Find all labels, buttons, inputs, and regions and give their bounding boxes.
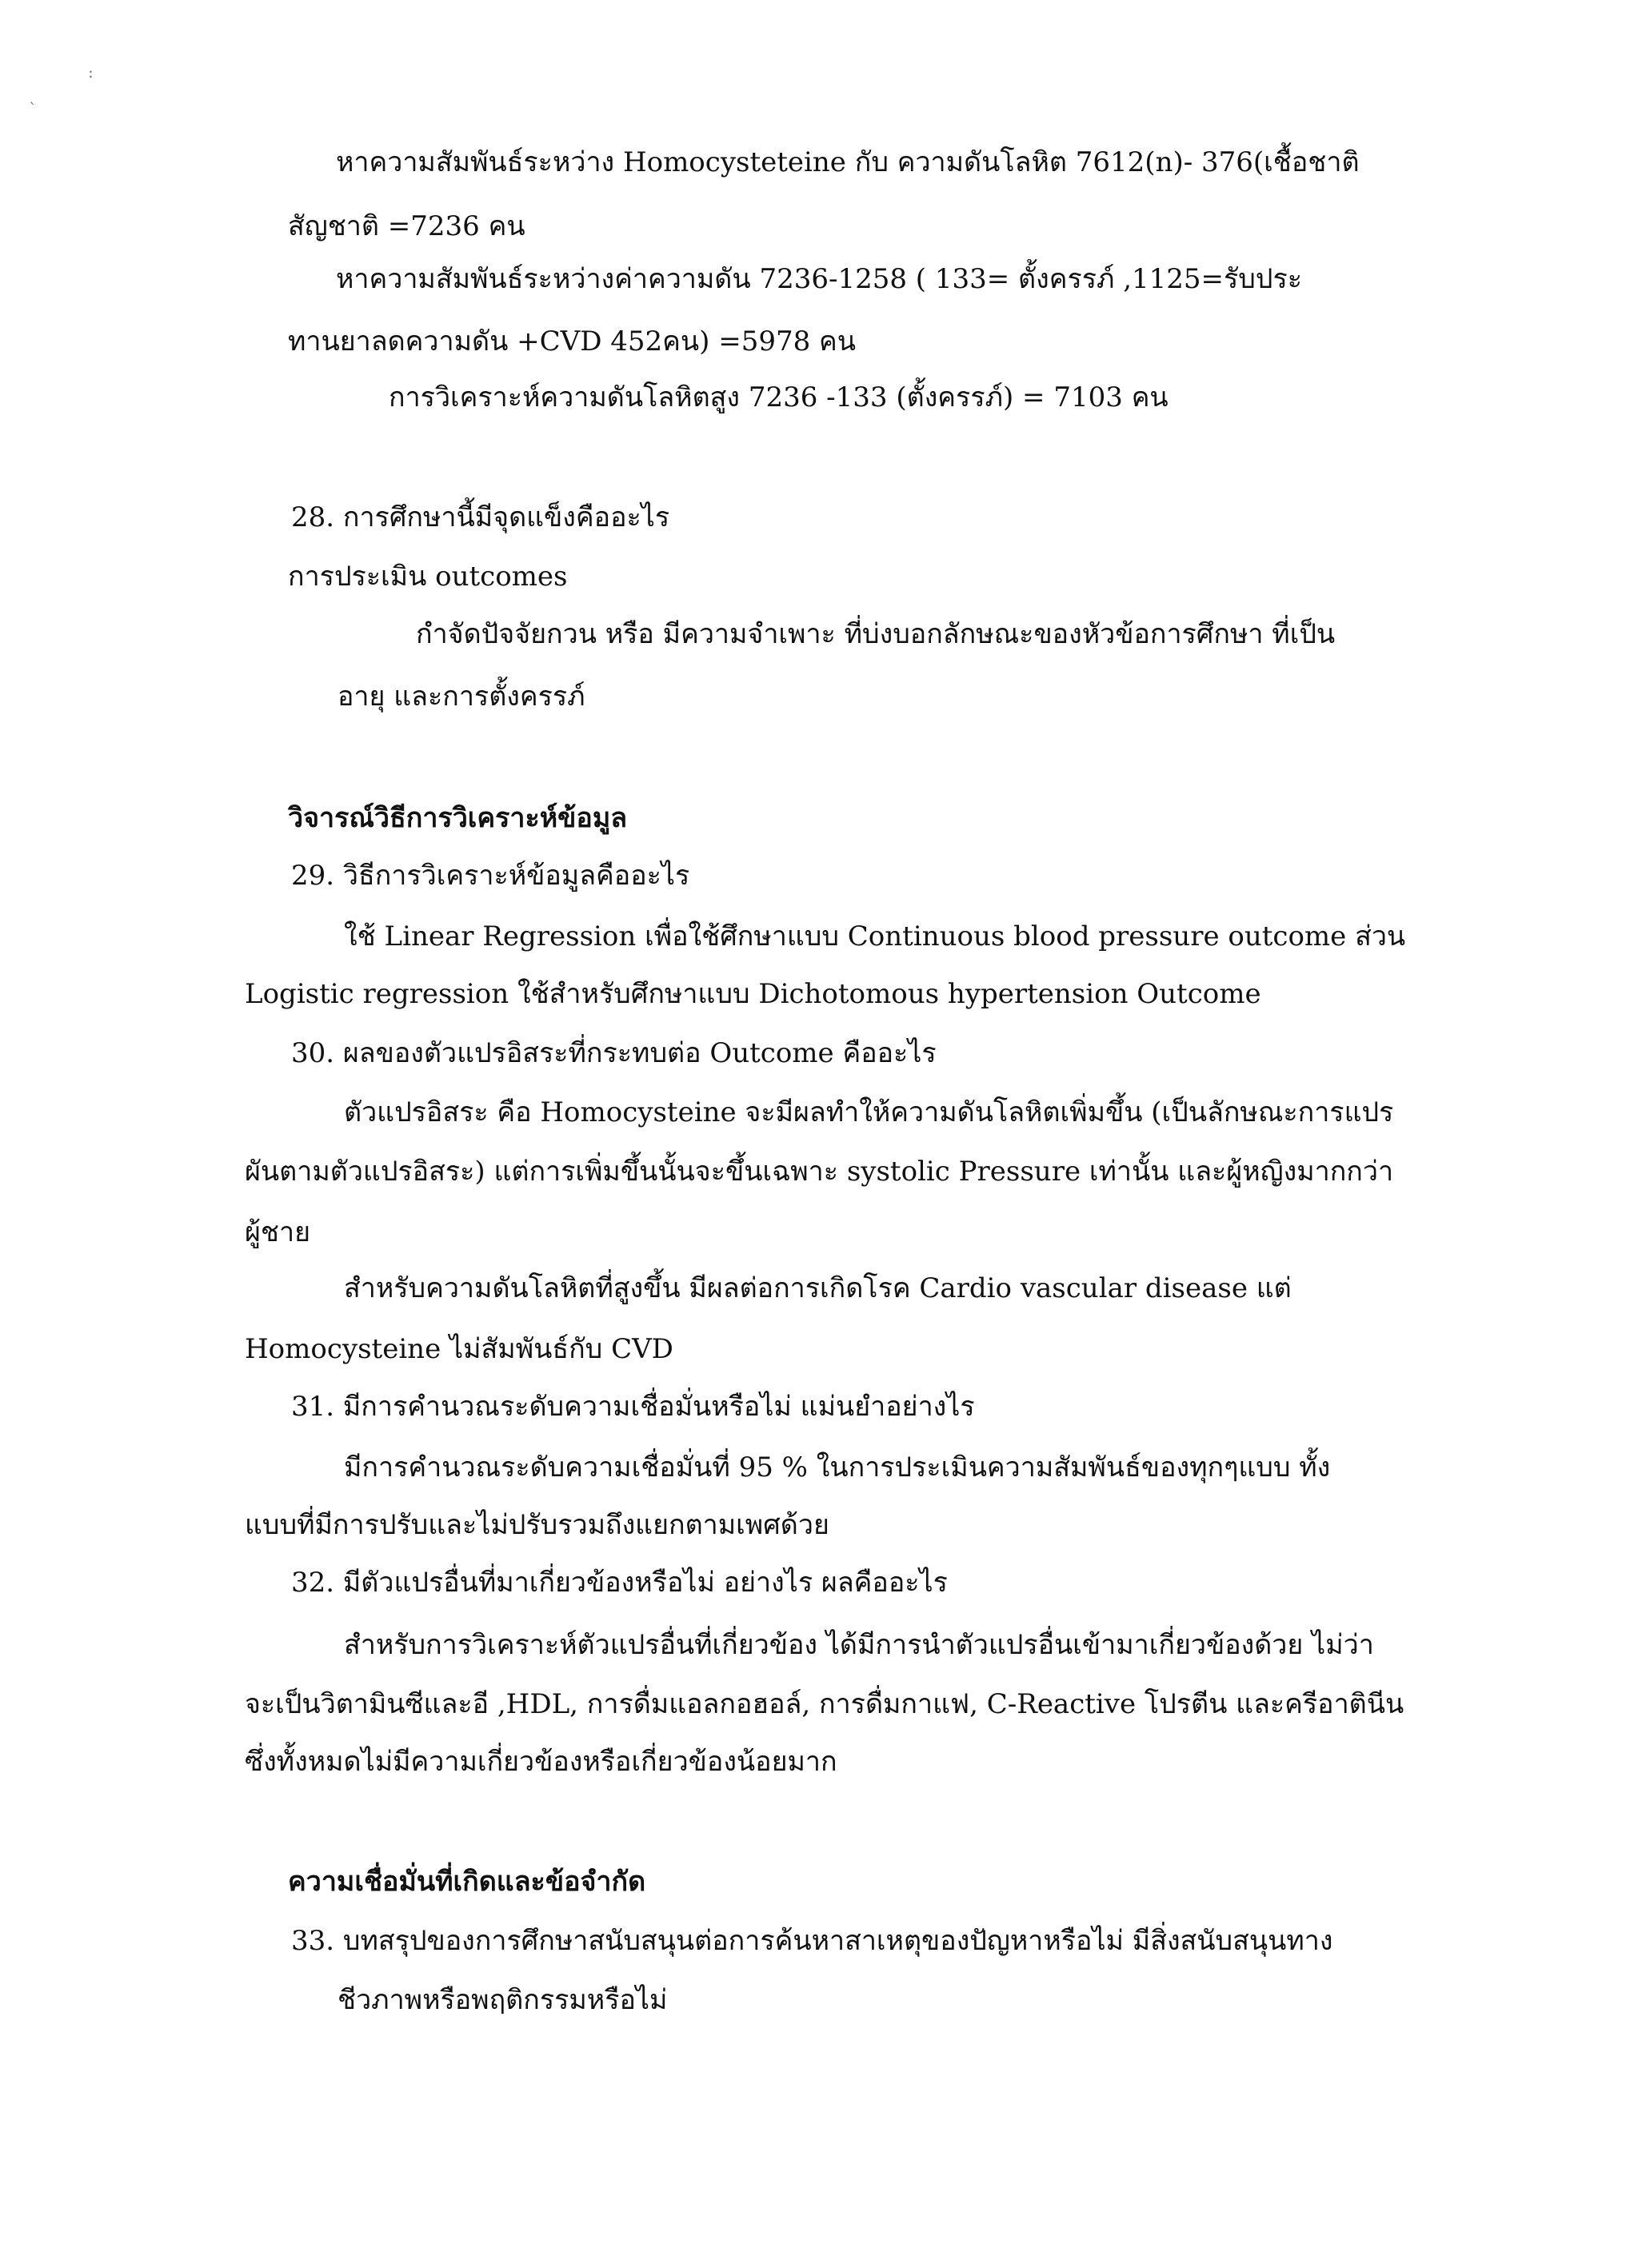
- question-33: 33. บทสรุปของการศึกษาสนับสนุนต่อการค้นหาสาเหตุของปัญหาหรือไม่ มีสิ่งสนับสนุนทาง: [291, 1925, 1333, 1957]
- body-line: ทานยาลดความดัน +CVD 452คน) =5978 คน: [288, 325, 857, 357]
- question-29: 29. วิธีการวิเคราะห์ข้อมูลคืออะไร: [291, 860, 690, 892]
- body-line: หาความสัมพันธ์ระหว่าง Homocysteteine กับ ความดันโลหิต 7612(n)- 376(เชื้อชาติ: [336, 146, 1360, 178]
- section-heading: วิจารณ์วิธีการวิเคราะห์ข้อมูล: [288, 802, 628, 834]
- answer-line: มีการคำนวณระดับความเชื่อมั่นที่ 95 % ในการประเมินความสัมพันธ์ของทุกๆแบบ ทั้ง: [344, 1451, 1331, 1483]
- body-line: การวิเคราะห์ความดันโลหิตสูง 7236 -133 (ตั้งครรภ์) = 7103 คน: [389, 381, 1169, 413]
- question-28: 28. การศึกษานี้มีจุดแข็งคืออะไร: [291, 501, 670, 533]
- answer-line: ผันตามตัวแปรอิสระ) แต่การเพิ่มขึ้นนั้นจะขึ้นเฉพาะ systolic Pressure เท่านั้น และผู้หญิงมากกว่า: [245, 1156, 1394, 1188]
- answer-line: Logistic regression ใช้สำหรับศึกษาแบบ Dichotomous hypertension Outcome: [245, 978, 1261, 1010]
- answer-line: ซึ่งทั้งหมดไม่มีความเกี่ยวข้องหรือเกี่ยวข้องน้อยมาก: [245, 1746, 837, 1778]
- answer-line: ใช้ Linear Regression เพื่อใช้ศึกษาแบบ Continuous blood pressure outcome ส่วน: [344, 920, 1406, 952]
- section-heading: ความเชื่อมั่นที่เกิดและข้อจำกัด: [288, 1866, 646, 1898]
- answer-line: สำหรับการวิเคราะห์ตัวแปรอื่นที่เกี่ยวข้อง ได้มีการนำตัวแปรอื่นเข้ามาเกี่ยวข้องด้วย ไม่ว่า: [344, 1629, 1374, 1661]
- answer-line: จะเป็นวิตามินซีและอี ,HDL, การดื่มแอลกอฮอล์, การดื่มกาแฟ, C-Reactive โปรตีน และครีอาตินีน: [245, 1688, 1404, 1720]
- question-31: 31. มีการคำนวณระดับความเชื่อมั่นหรือไม่ แม่นยำอย่างไร: [291, 1391, 975, 1423]
- question-33-cont: ชีวภาพหรือพฤติกรรมหรือไม่: [338, 1984, 668, 2016]
- scan-speck: :: [88, 62, 94, 82]
- answer-line: ตัวแปรอิสระ คือ Homocysteine จะมีผลทำให้ความดันโลหิตเพิ่มขึ้น (เป็นลักษณะการแปร: [344, 1096, 1394, 1128]
- question-32: 32. มีตัวแปรอื่นที่มาเกี่ยวข้องหรือไม่ อย่างไร ผลคืออะไร: [291, 1567, 948, 1599]
- answer-line: แบบที่มีการปรับและไม่ปรับรวมถึงแยกตามเพศด้วย: [245, 1509, 829, 1541]
- subheading: การประเมิน outcomes: [288, 561, 568, 593]
- body-line: สัญชาติ =7236 คน: [288, 210, 525, 242]
- scan-speck: `: [29, 99, 37, 118]
- body-line: หาความสัมพันธ์ระหว่างค่าความดัน 7236-1258 ( 133= ตั้งครรภ์ ,1125=รับประ: [336, 263, 1302, 295]
- answer-line: กำจัดปัจจัยกวน หรือ มีความจำเพาะ ที่บ่งบอกลักษณะของหัวข้อการศึกษา ที่เป็น: [416, 618, 1336, 650]
- question-30: 30. ผลของตัวแปรอิสระที่กระทบต่อ Outcome คืออะไร: [291, 1037, 937, 1069]
- answer-line: อายุ และการตั้งครรภ์: [338, 681, 585, 713]
- answer-line: ผู้ชาย: [245, 1216, 311, 1248]
- answer-line: Homocysteine ไม่สัมพันธ์กับ CVD: [245, 1333, 673, 1365]
- answer-line: สำหรับความดันโลหิตที่สูงขึ้น มีผลต่อการเกิดโรค Cardio vascular disease แต่: [344, 1272, 1292, 1304]
